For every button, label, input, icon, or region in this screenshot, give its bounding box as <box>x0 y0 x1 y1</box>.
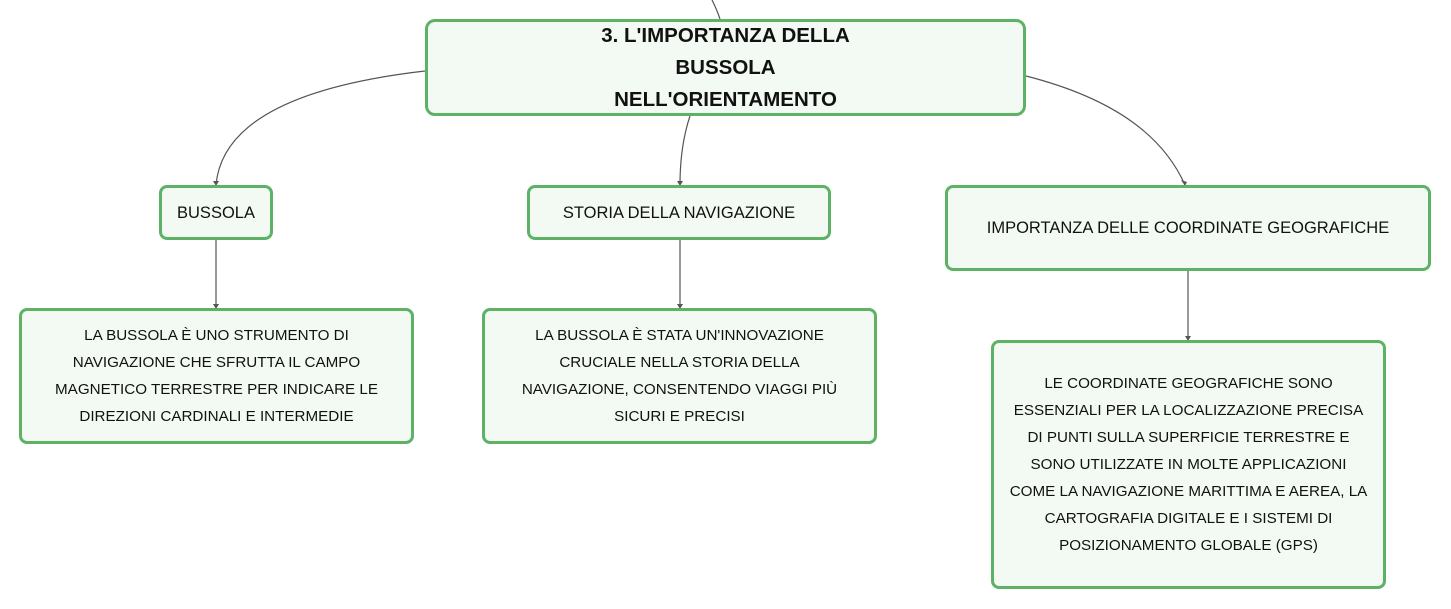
detail-node-bussola[interactable] <box>19 308 414 444</box>
detail-node-storia-navigazione[interactable] <box>482 308 877 444</box>
detail-text-storia-navigazione: LA BUSSOLA È STATA UN'INNOVAZIONE CRUCIALE NELLA STORIA DELLA NAVIGAZIONE, CONSENTENDO VIAGGI PIÙ SICURI E PRECISI <box>521 327 838 425</box>
topic-node-coordinate-geografiche[interactable] <box>945 185 1431 271</box>
topic-label-coordinate-geografiche: IMPORTANZA DELLE COORDINATE GEOGRAFICHE <box>986 219 1390 237</box>
root-topic-node[interactable] <box>425 19 1026 116</box>
topic-node-bussola[interactable] <box>159 185 273 240</box>
topic-node-storia-navigazione[interactable] <box>527 185 831 240</box>
connector-parent-to-root <box>712 0 720 19</box>
detail-text-coordinate-geografiche: LE COORDINATE GEOGRAFICHE SONO ESSENZIALI PER LA LOCALIZZAZIONE PRECISA DI PUNTI SULLA SUPERFICIE TERRESTRE E SONO UTILIZZATE IN MOLTE APPLICAZIONI COME LA NAVIGAZIONE MARITTIMA E AEREA, LA CARTOGRAFIA DIGITALE E I SISTEMI DI POSIZIONAMENTO GLOBALE (GPS) <box>1009 375 1368 554</box>
detail-node-coordinate-geografiche[interactable] <box>991 340 1386 589</box>
detail-text-bussola: LA BUSSOLA È UNO STRUMENTO DI NAVIGAZIONE CHE SFRUTTA IL CAMPO MAGNETICO TERRESTRE PER INDICARE LE DIREZIONI CARDINALI E INTERMEDIE <box>55 327 378 425</box>
connector-root-to-storia <box>680 116 690 185</box>
topic-label-storia-navigazione: STORIA DELLA NAVIGAZIONE <box>562 203 796 222</box>
connector-root-to-bussola <box>216 71 425 185</box>
connector-root-to-coordinate <box>1026 76 1185 185</box>
topic-label-bussola: BUSSOLA <box>177 203 255 222</box>
root-topic-title: 3. L'IMPORTANZA DELLA BUSSOLA NELL'ORIENTAMENTO <box>601 23 850 111</box>
